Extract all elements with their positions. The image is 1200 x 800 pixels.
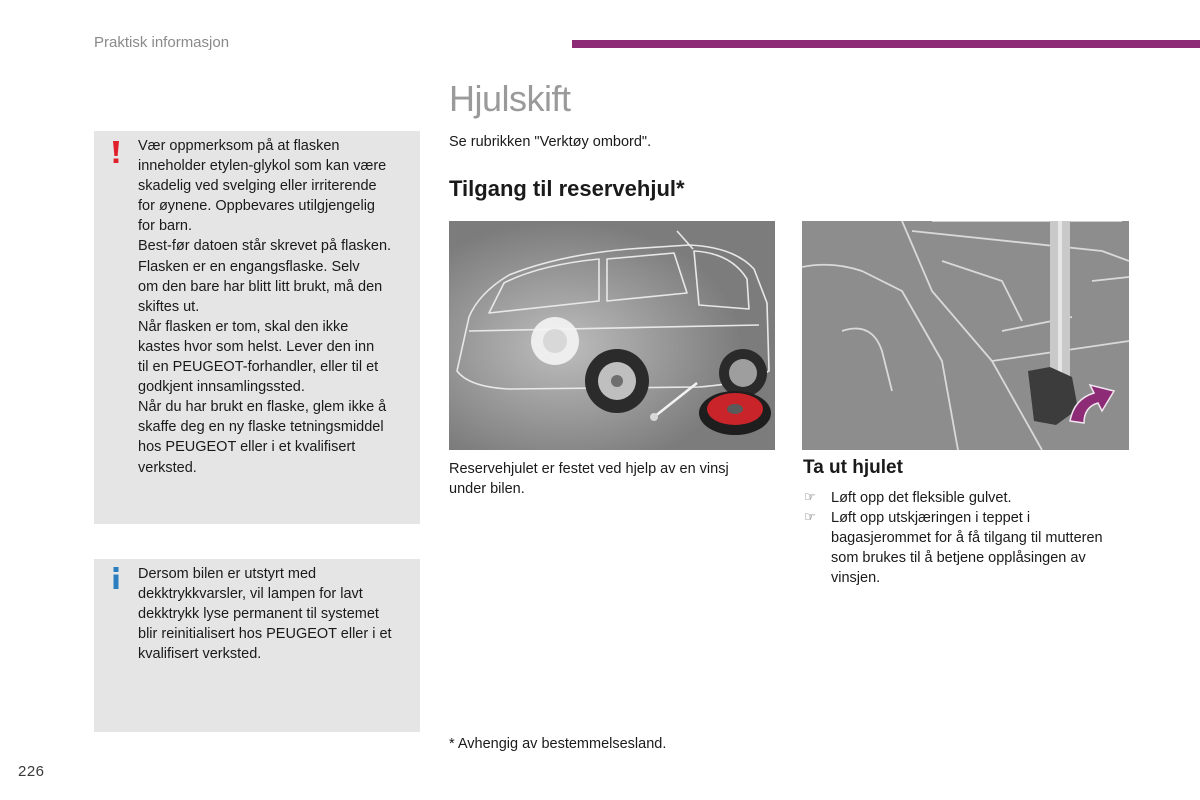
text-line: Best-før datoen står skrevet på flasken. xyxy=(138,238,392,255)
text-line: kastes hvor som helst. Lever den inn xyxy=(138,338,375,355)
text-line: dekktrykk lyse permanent til systemet xyxy=(138,606,379,623)
text-line: hos PEUGEOT eller i et kvalifisert xyxy=(138,439,356,456)
warning-text xyxy=(138,136,414,478)
text-line: under bilen. xyxy=(449,481,525,497)
warning-box xyxy=(94,131,420,524)
step-item xyxy=(803,488,1133,508)
text-line: som brukes til å betjene opplåsingen av xyxy=(831,550,1086,567)
text-line: Reservehjulet er festet ved hjelp av en vinsj xyxy=(449,461,729,477)
info-icon xyxy=(110,566,122,590)
section-header: Praktisk informasjon xyxy=(94,34,230,51)
text-line: Dersom bilen er utstyrt med xyxy=(138,566,317,582)
text-line: bagasjerommet for å få tilgang til mutteren xyxy=(831,530,1103,547)
info-box xyxy=(94,559,420,732)
footnote: * Avhengig av bestemmelsesland. xyxy=(449,736,667,752)
section-title: Tilgang til reservehjul* xyxy=(449,176,685,201)
text-line: Når du har brukt en flaske, glem ikke å xyxy=(138,399,387,416)
text-line: blir reinitialisert hos PEUGEOT eller i et xyxy=(138,626,392,643)
exclamation-icon xyxy=(110,140,122,164)
text-line: Løft opp det fleksible gulvet. xyxy=(831,490,1012,506)
text-line: skadelig ved svelging eller irriterende xyxy=(138,178,377,195)
page-title: Hjulskift xyxy=(449,78,571,119)
text-line: dekktrykkvarsler, vil lampen for lavt xyxy=(138,586,363,603)
step-item xyxy=(803,508,1133,588)
text-line: til en PEUGEOT-forhandler, eller til et xyxy=(138,359,379,376)
intro-text: Se rubrikken "Verktøy ombord". xyxy=(449,134,652,150)
header-accent-bar xyxy=(572,40,1200,48)
spare-wheel-car-illustration xyxy=(449,221,775,450)
text-line: godkjent innsamlingssted. xyxy=(138,379,305,396)
boot-floor-illustration xyxy=(802,221,1129,450)
text-line: for øynene. Oppbevares utilgjengelig xyxy=(138,198,375,215)
text-line: inneholder etylen-glykol som kan være xyxy=(138,158,387,175)
text-line: skiftes ut. xyxy=(138,298,200,315)
text-line: vinsjen. xyxy=(831,570,881,587)
pointing-hand-icon: ☞ xyxy=(804,510,816,526)
info-text xyxy=(138,564,414,664)
car-drawing xyxy=(449,221,775,450)
text-line: for barn. xyxy=(138,218,192,235)
pointing-hand-icon: ☞ xyxy=(804,490,816,505)
figure-caption xyxy=(449,459,775,499)
procedure-title: Ta ut hjulet xyxy=(803,457,903,478)
text-line: Når flasken er tom, skal den ikke xyxy=(138,318,349,335)
boot-drawing xyxy=(802,221,1129,450)
text-line: om den bare har blitt litt brukt, må den xyxy=(138,278,383,295)
text-line: verksted. xyxy=(138,459,197,476)
text-line: Vær oppmerksom på at flasken xyxy=(138,138,340,154)
procedure-steps xyxy=(803,488,1133,588)
text-line: Løft opp utskjæringen i teppet i xyxy=(831,510,1031,527)
text-line: kvalifisert verksted. xyxy=(138,646,262,663)
text-line: Flasken er en engangsflaske. Selv xyxy=(138,258,360,275)
text-line: skaffe deg en ny flaske tetningsmiddel xyxy=(138,419,384,436)
page-number: 226 xyxy=(18,763,45,780)
